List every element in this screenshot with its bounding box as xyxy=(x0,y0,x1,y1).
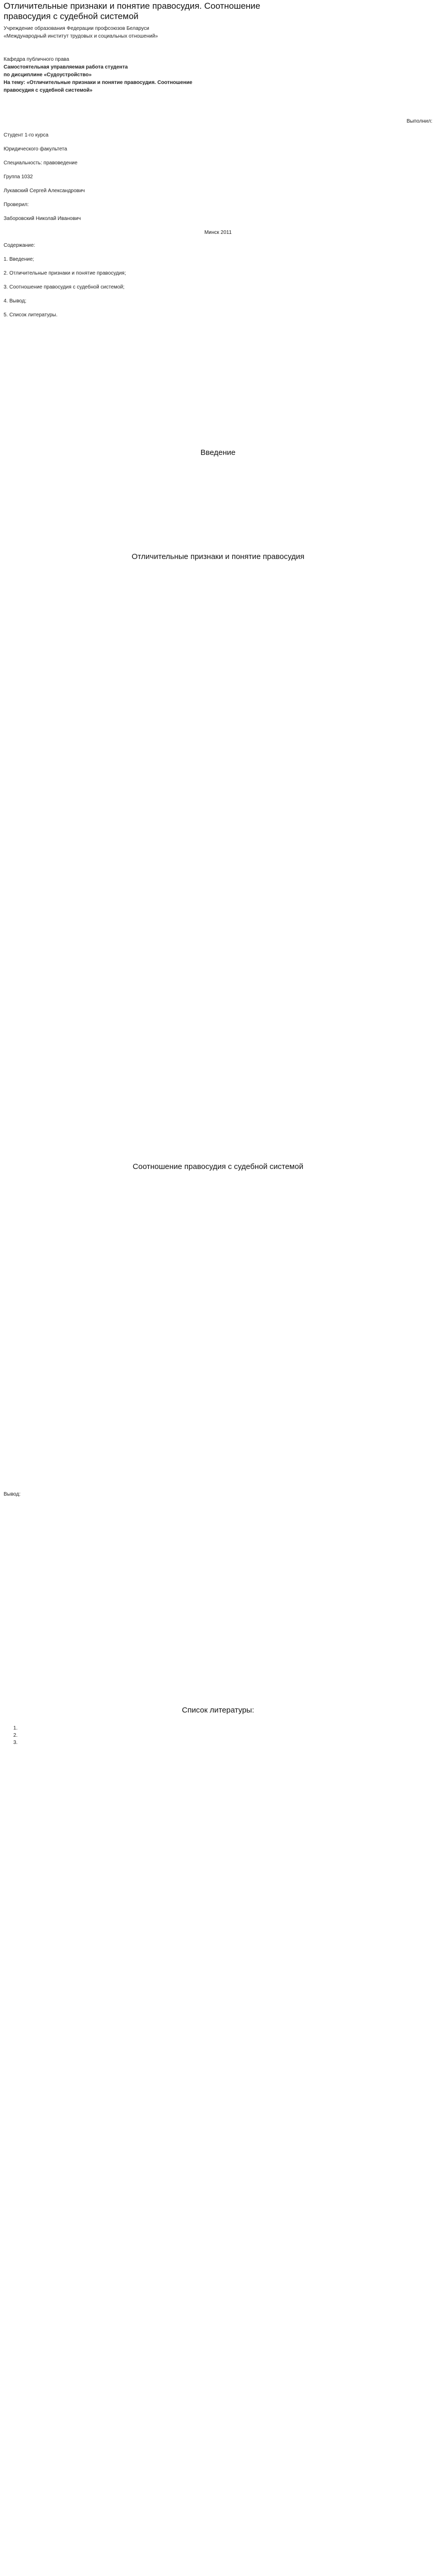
paragraph xyxy=(4,831,432,882)
section-heading: Соотношение правосудия с судебной системой xyxy=(132,1162,304,1171)
paragraph xyxy=(4,1362,432,1405)
topic-line: На тему: «Отличительные признаки и понятие правосудия. Соотношение xyxy=(4,80,193,86)
contents-heading: Содержание: xyxy=(4,243,36,248)
paragraph xyxy=(4,1405,432,1441)
paragraph xyxy=(4,571,432,636)
contents-item: 1. Введение; xyxy=(4,257,34,262)
paragraph xyxy=(4,802,432,831)
topic-line: правосудия с судебной системой» xyxy=(4,88,93,93)
paragraph xyxy=(4,1232,432,1282)
section-introduction xyxy=(4,448,432,532)
paragraph xyxy=(4,1181,432,1232)
paragraph xyxy=(4,1504,432,1562)
contents-item: 5. Список литературы. xyxy=(4,312,58,318)
paragraph xyxy=(4,1091,432,1141)
paragraph xyxy=(4,723,432,759)
paragraph xyxy=(4,882,432,925)
bibliography-item xyxy=(19,1725,432,1732)
paragraph xyxy=(4,1562,432,1605)
city-year: Минск 2011 xyxy=(204,230,232,235)
contents-item: 4. Вывод; xyxy=(4,298,27,304)
document-title xyxy=(4,1,432,22)
checked-label: Проверил: xyxy=(4,202,29,208)
institution-line: Учреждение образования Федерации профсоюзов Беларуси xyxy=(4,26,149,31)
title-line: правосудия с судебной системой xyxy=(4,11,139,21)
section-features xyxy=(4,552,432,1141)
paragraph xyxy=(4,1649,432,1685)
paragraph xyxy=(4,1282,432,1318)
contents-item: 2. Отличительные признаки и понятие правосудия; xyxy=(4,270,126,276)
paragraph xyxy=(4,467,432,532)
student-group: Группа 1032 xyxy=(4,174,33,180)
contents-item: 3. Соотношение правосудия с судебной системой; xyxy=(4,284,125,290)
student-name: Лукавский Сергей Александрович xyxy=(4,188,85,194)
section-heading: Введение xyxy=(200,448,236,457)
table-of-contents xyxy=(4,242,432,319)
student-course: Студент 1-го курса xyxy=(4,132,49,138)
section-heading: Список литературы: xyxy=(182,1706,254,1715)
bibliography-item xyxy=(19,1739,432,1747)
paragraph xyxy=(4,1033,432,1091)
institution-line: «Международный институт трудовых и социальных отношений» xyxy=(4,33,158,39)
paragraph xyxy=(4,1318,432,1362)
student-specialty: Специальность: правоведение xyxy=(4,160,78,166)
section-bibliography xyxy=(4,1705,432,1747)
paragraph xyxy=(4,759,432,802)
checker-name: Заборовский Николай Иванович xyxy=(4,216,81,222)
performed-label: Выполнил: xyxy=(406,118,432,124)
bibliography-list xyxy=(4,1725,432,1747)
work-type-line: Самостоятельная управляемая работа студента xyxy=(4,64,128,70)
document-page xyxy=(0,1,436,2576)
title-page xyxy=(4,25,432,236)
title-line: Отличительные признаки и понятие правосудия. Соотношение xyxy=(4,1,260,11)
paragraph xyxy=(4,961,432,1033)
paragraph xyxy=(4,925,432,961)
discipline-line: по дисциплине «Судоустройство» xyxy=(4,72,92,78)
section-heading: Отличительные признаки и понятие правосудия xyxy=(131,552,305,561)
section-relation xyxy=(4,1162,432,1470)
paragraph xyxy=(4,680,432,723)
paragraph xyxy=(4,1441,432,1470)
department-line: Кафедра публичного права xyxy=(4,57,69,62)
student-faculty: Юридического факультета xyxy=(4,146,67,152)
paragraph xyxy=(4,1605,432,1649)
section-conclusion xyxy=(4,1490,432,1685)
section-heading: Вывод: xyxy=(4,1492,21,1497)
paragraph xyxy=(4,636,432,680)
bibliography-item xyxy=(19,1732,432,1739)
